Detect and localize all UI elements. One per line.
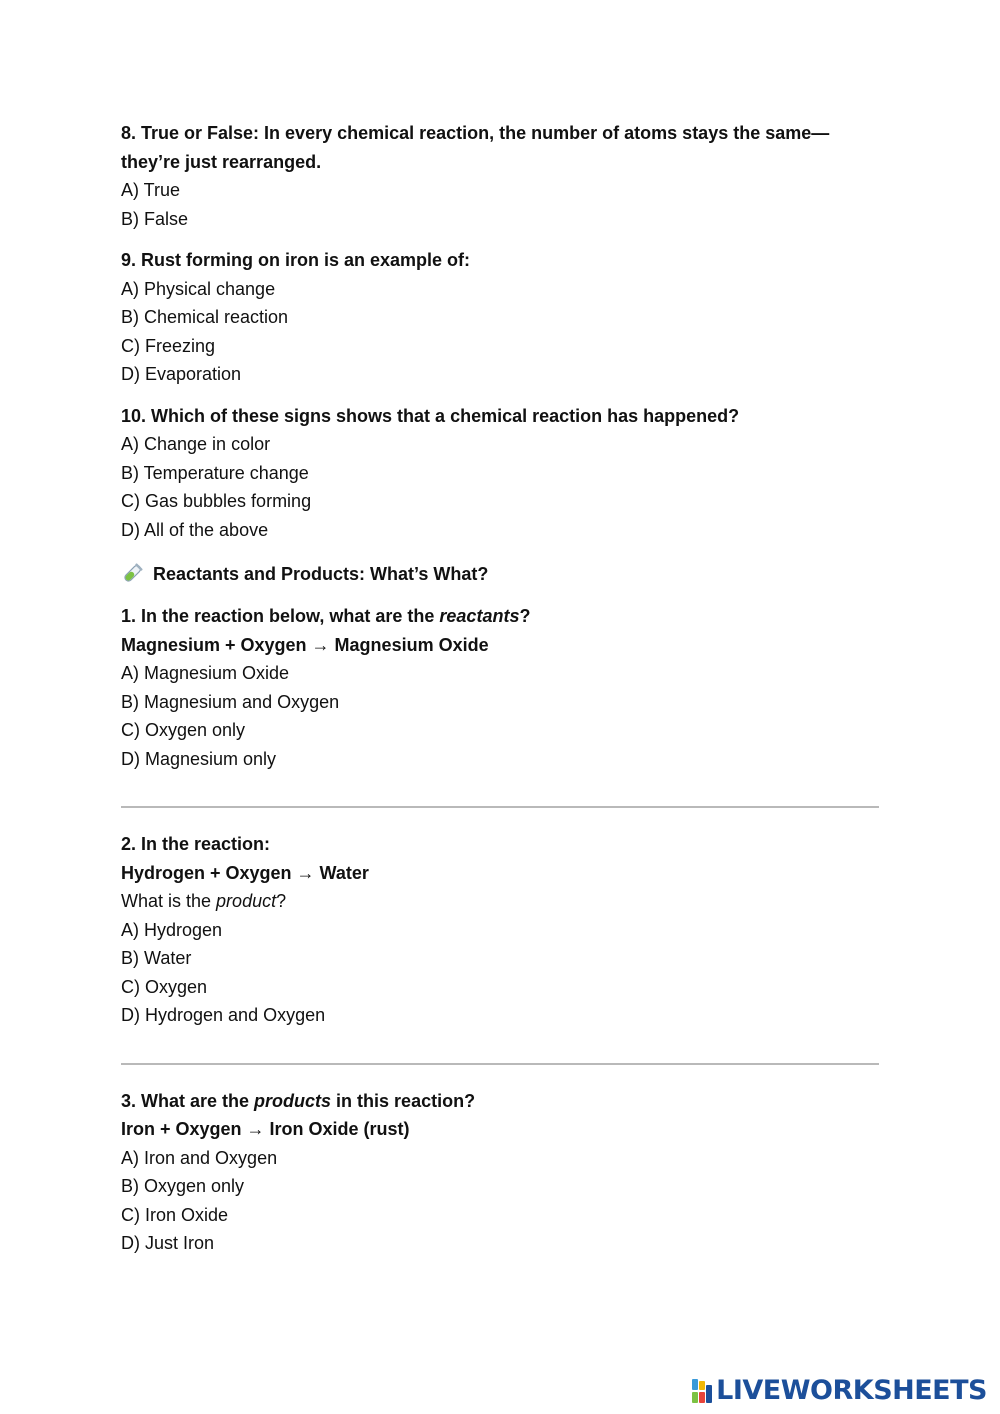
reaction-question-1-text: 1. In the reaction below, what are the <box>121 606 440 626</box>
question-10: 10. Which of these signs shows that a chemical reaction has happened? <box>121 405 740 426</box>
question-9-option-d: D) Evaporation <box>121 364 242 384</box>
question-10-option-a: A) Change in color <box>121 434 271 454</box>
reaction-equation-1: Magnesium + Oxygen → Magnesium Oxide <box>121 634 489 655</box>
reaction-question-1-suffix: ? <box>519 606 531 626</box>
liveworksheets-logo-text: LIVEWORKSHEETS <box>716 1375 987 1406</box>
reaction-question-2-prompt-suffix: ? <box>276 891 287 911</box>
reaction-question-2-prompt <box>121 887 879 916</box>
liveworksheets-logo[interactable] <box>692 1375 987 1406</box>
reaction-equation-2: Hydrogen + Oxygen → Water <box>121 862 369 883</box>
divider <box>121 1063 879 1065</box>
reaction-question-3-text: 3. What are the <box>121 1090 255 1111</box>
question-8: 8. True or False: In every chemical reaction, the number of atoms stays the same—they’re just rearranged. <box>121 123 830 172</box>
question-10-option-d: D) All of the above <box>121 519 269 540</box>
reaction-question-3-suffix: in this reaction? <box>331 1090 476 1111</box>
reaction-question-2-prompt-text: What is the <box>121 891 217 911</box>
reaction-question-2-prompt-emphasis: product <box>216 891 277 911</box>
liveworksheets-logo-icon <box>692 1379 714 1403</box>
reaction-question-3-option-b: B) Oxygen only <box>121 1176 245 1196</box>
question-10-option-b: B) Temperature change <box>121 462 309 483</box>
divider <box>121 806 879 808</box>
reaction-question-3-option-a: A) Iron and Oxygen <box>121 1147 278 1168</box>
reaction-question-1-emphasis: reactants <box>439 606 520 626</box>
reaction-question-1-option-a: A) Magnesium Oxide <box>121 663 290 683</box>
reaction-question-2-option-d: D) Hydrogen and Oxygen <box>121 1005 326 1025</box>
reaction-question-1-option-b: B) Magnesium and Oxygen <box>121 691 340 712</box>
question-8-option-b: B) False <box>121 208 189 229</box>
question-9-option-c: C) Freezing <box>121 335 216 356</box>
reaction-equation-3: Iron + Oxygen → Iron Oxide (rust) <box>121 1119 410 1139</box>
section-heading <box>121 560 879 588</box>
reaction-question-1 <box>121 602 879 631</box>
reaction-question-2-option-b: B) Water <box>121 948 192 968</box>
test-tube-icon <box>121 563 143 585</box>
question-8-option-a: A) True <box>121 180 181 200</box>
reaction-question-3-emphasis: products <box>254 1090 332 1111</box>
reaction-question-2-option-c: C) Oxygen <box>121 976 208 997</box>
reaction-question-3 <box>121 1087 879 1116</box>
question-9: 9. Rust forming on iron is an example of: <box>121 250 471 270</box>
reaction-question-2: 2. In the reaction: <box>121 834 271 854</box>
section-title: Reactants and Products: What’s What? <box>153 564 489 584</box>
reaction-question-2-option-a: A) Hydrogen <box>121 919 223 940</box>
question-9-option-b: B) Chemical reaction <box>121 307 289 327</box>
reaction-question-3-option-c: C) Iron Oxide <box>121 1204 229 1225</box>
worksheet-content <box>121 119 879 1258</box>
question-9-option-a: A) Physical change <box>121 278 276 299</box>
question-10-option-c: C) Gas bubbles forming <box>121 491 312 511</box>
reaction-question-1-option-c: C) Oxygen only <box>121 720 246 740</box>
reaction-question-1-option-d: D) Magnesium only <box>121 748 277 769</box>
reaction-question-3-option-d: D) Just Iron <box>121 1233 215 1253</box>
